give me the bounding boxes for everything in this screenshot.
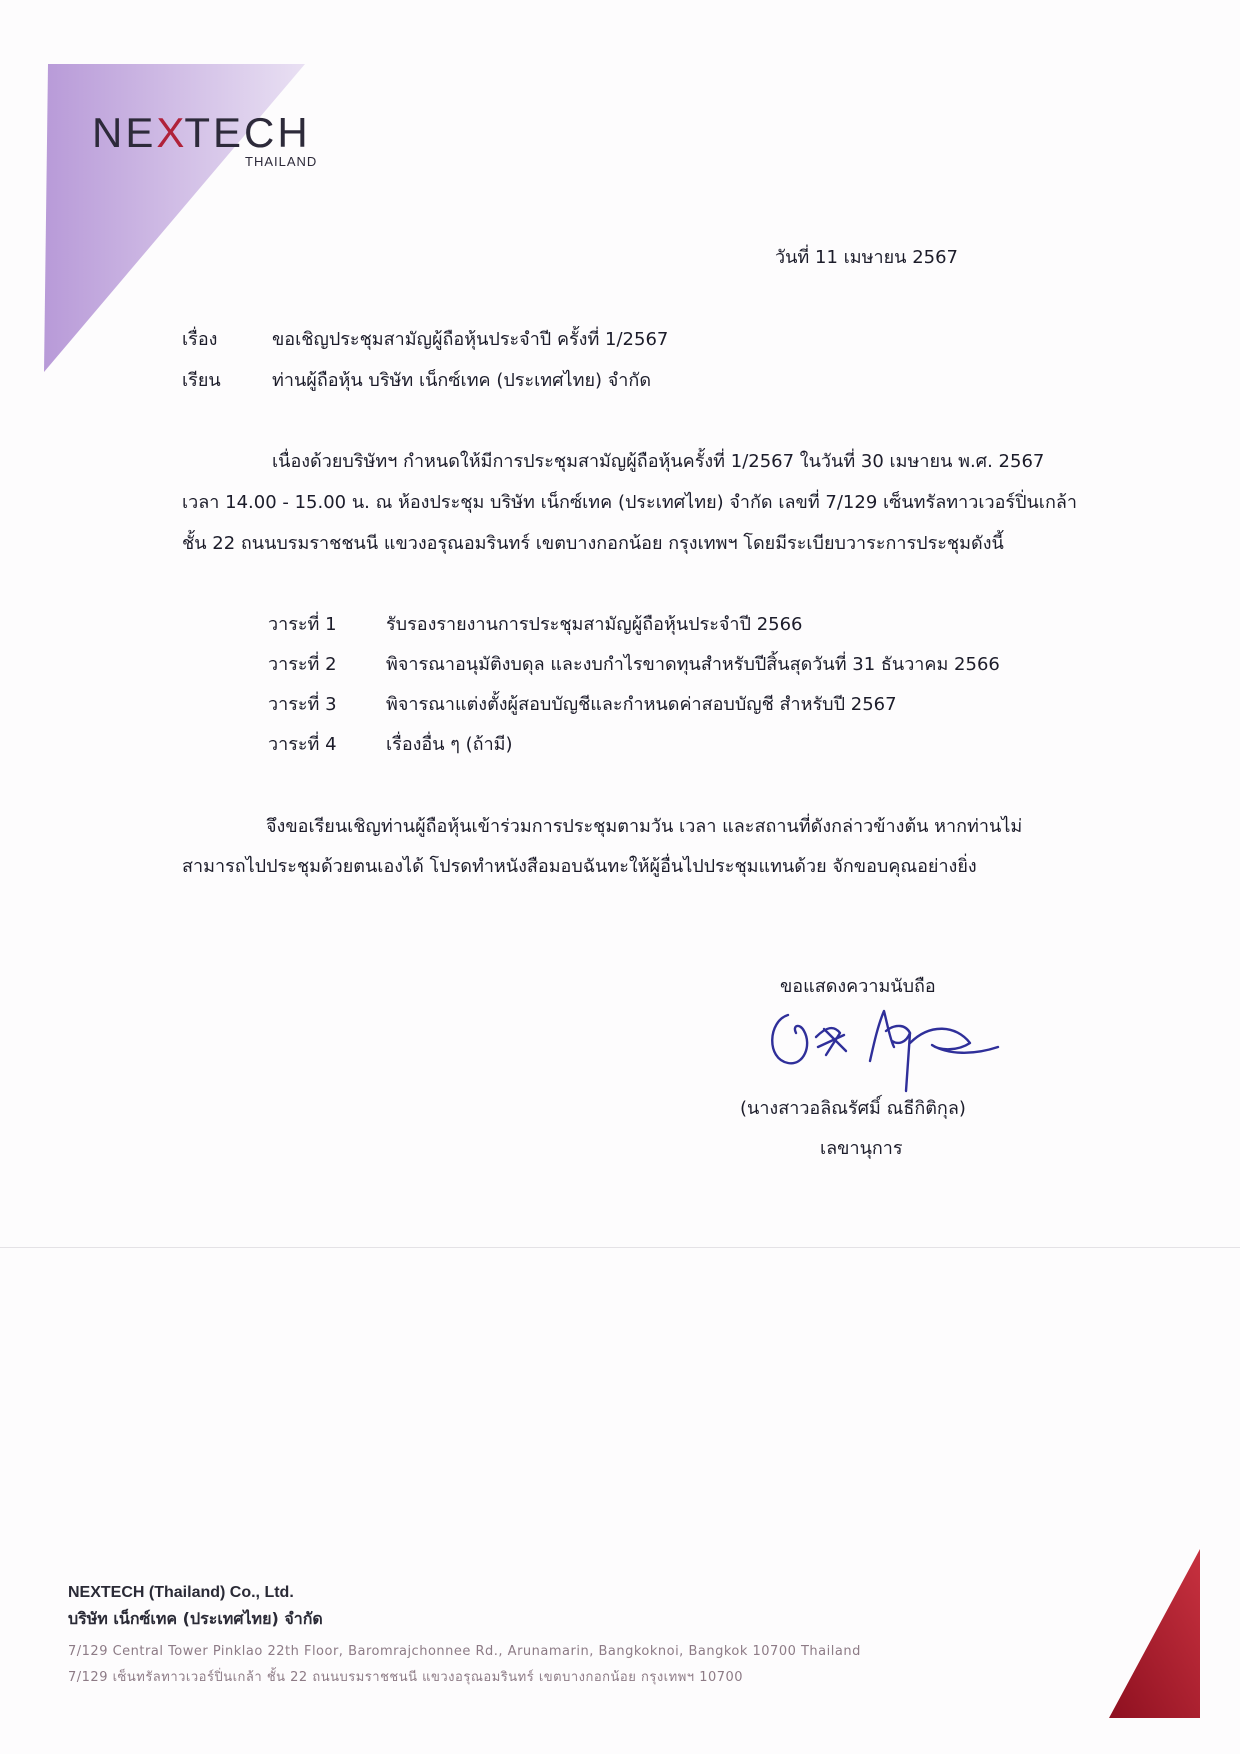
footer-company-th: บริษัท เน็กซ์เทค (ประเทศไทย) จำกัด <box>68 1609 323 1628</box>
logo-wordmark-ne: NE <box>92 109 157 156</box>
agenda-3-text: พิจารณาแต่งตั้งผู้สอบบัญชีและกำหนดค่าสอบบัญชี สำหรับปี 2567 <box>386 694 897 715</box>
agenda-4-text: เรื่องอื่น ๆ (ถ้ามี) <box>386 734 513 755</box>
handwritten-signature <box>760 1003 1010 1095</box>
agenda-1-label: วาระที่ 1 <box>268 614 337 635</box>
logo-x-mark: X <box>156 109 185 156</box>
recipient-label: เรียน <box>182 370 221 391</box>
nextech-logo <box>92 109 311 156</box>
paragraph-1-line-2: เวลา 14.00 - 15.00 น. ณ ห้องประชุม บริษัท เน็กซ์เทค (ประเทศไทย) จำกัด เลขที่ 7/129 เซ็นทรัลทาวเวอร์ปิ่นเกล้า <box>182 492 1077 513</box>
agenda-4-label: วาระที่ 4 <box>268 734 337 755</box>
agenda-2-text: พิจารณาอนุมัติงบดุล และงบกำไรขาดทุนสำหรับปีสิ้นสุดวันที่ 31 ธันวาคม 2566 <box>386 654 1000 675</box>
logo-subtitle: THAILAND <box>245 154 318 169</box>
agenda-2-label: วาระที่ 2 <box>268 654 337 675</box>
footer-company-en: NEXTECH (Thailand) Co., Ltd. <box>68 1584 294 1601</box>
closing-text: ขอแสดงความนับถือ <box>780 976 936 997</box>
agenda-1-text: รับรองรายงานการประชุมสามัญผู้ถือหุ้นประจำปี 2566 <box>386 614 803 635</box>
paragraph-2-line-1: จึงขอเรียนเชิญท่านผู้ถือหุ้นเข้าร่วมการประชุมตามวัน เวลา และสถานที่ดังกล่าวข้างต้น หากท่านไม่ <box>266 816 1023 837</box>
recipient-text: ท่านผู้ถือหุ้น บริษัท เน็กซ์เทค (ประเทศไทย) จำกัด <box>272 370 652 391</box>
subject-label: เรื่อง <box>182 329 218 350</box>
paragraph-2-line-2: สามารถไปประชุมด้วยตนเองได้ โปรดทำหนังสือมอบฉันทะให้ผู้อื่นไปประชุมแทนด้วย จักขอบคุณอย่างยิ่ง <box>182 856 977 877</box>
signer-name: (นางสาวอลิณรัศมิ์ ณธีกิติกุล) <box>740 1098 966 1119</box>
footer-address-en: 7/129 Central Tower Pinklao 22th Floor, Baromrajchonnee Rd., Arunamarin, Bangkoknoi, Bangkok 10700 Thailand <box>68 1644 861 1659</box>
footer-address-th: 7/129 เซ็นทรัลทาวเวอร์ปิ่นเกล้า ชั้น 22 ถนนบรมราชชนนี แขวงอรุณอมรินทร์ เขตบางกอกน้อย กรุงเทพฯ 10700 <box>68 1670 744 1685</box>
paragraph-1-line-1: เนื่องด้วยบริษัทฯ กำหนดให้มีการประชุมสามัญผู้ถือหุ้นครั้งที่ 1/2567 ในวันที่ 30 เมษายน พ.ศ. 2567 <box>272 451 1045 472</box>
agenda-3-label: วาระที่ 3 <box>268 694 337 715</box>
fold-line <box>0 1247 1240 1248</box>
signer-title: เลขานุการ <box>820 1138 903 1159</box>
letter-date: วันที่ 11 เมษายน 2567 <box>775 247 958 268</box>
paragraph-1-line-3: ชั้น 22 ถนนบรมราชชนนี แขวงอรุณอมรินทร์ เขตบางกอกน้อย กรุงเทพฯ โดยมีระเบียบวาระการประชุมดังนี้ <box>182 533 1004 554</box>
logo-wordmark-tech: TECH <box>184 109 311 156</box>
subject-text: ขอเชิญประชุมสามัญผู้ถือหุ้นประจำปี ครั้งที่ 1/2567 <box>272 329 669 350</box>
